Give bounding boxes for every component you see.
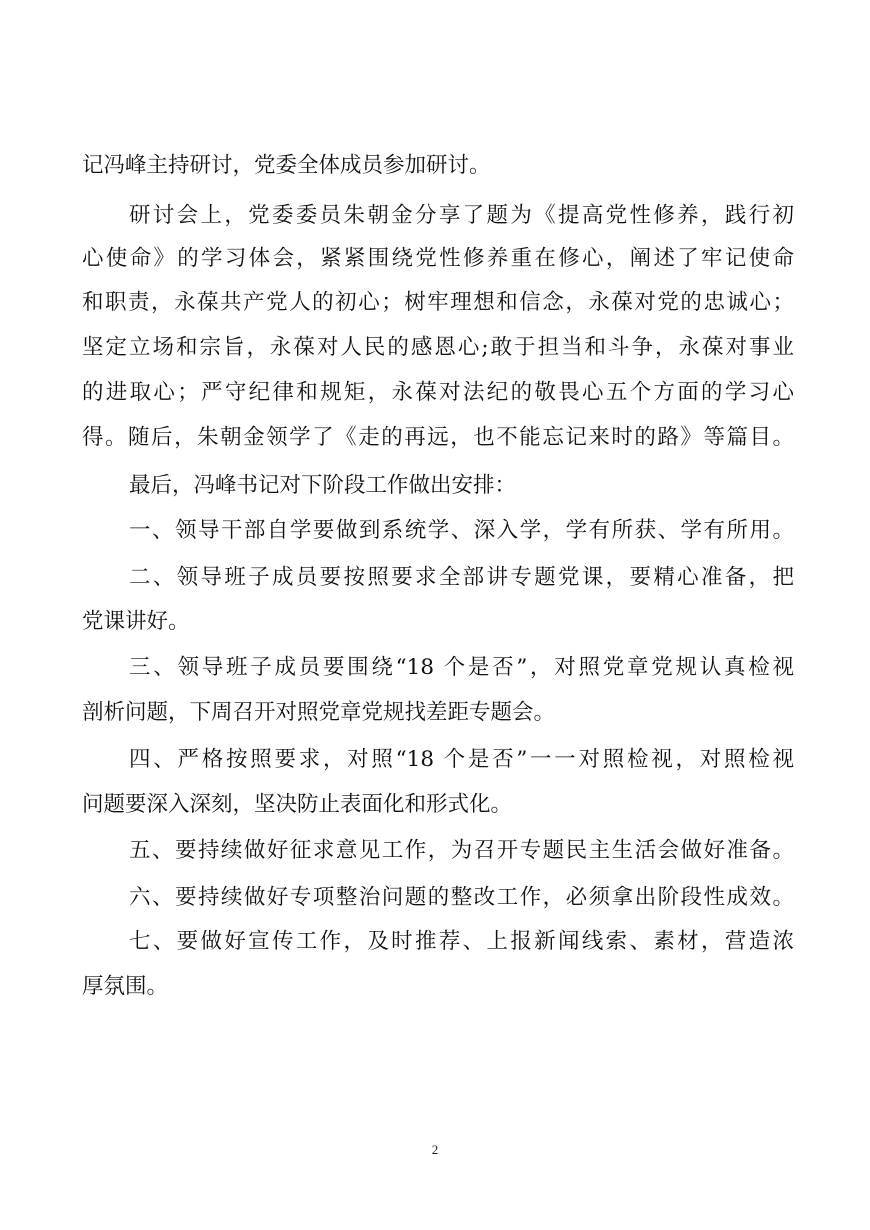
text-line: 剖析问题，下周召开对照党章党规找差距专题会。: [82, 700, 556, 725]
text-line: 的进取心；严守纪律和规矩，永葆对法纪的敬畏心五个方面的学习心: [82, 380, 794, 405]
text-line: 坚定立场和宗旨，永葆对人民的感恩心;敢于担当和斗争，永葆对事业: [82, 335, 794, 360]
text-line: 最后，冯峰书记对下阶段工作做出安排：: [129, 473, 517, 498]
text-line: 党课讲好。: [82, 609, 190, 634]
text-line: 六、要持续做好专项整治问题的整改工作，必须拿出阶段性成效。: [129, 885, 794, 910]
text-line: 四、严格按照要求，对照“18 个是否”一一对照检视，对照检视: [129, 747, 794, 772]
page-number: 2: [431, 1142, 439, 1157]
text-line: 二、领导班子成员要按照要求全部讲专题党课，要精心准备，把: [129, 565, 794, 590]
text-line: 七、要做好宣传工作，及时推荐、上报新闻线索、素材，营造浓: [129, 929, 794, 954]
text-line: 和职责，永葆共产党人的初心；树牢理想和信念，永葆对党的忠诚心；: [82, 290, 794, 315]
text-line: 记冯峰主持研讨，党委全体成员参加研讨。: [82, 153, 491, 178]
text-line: 厚氛围。: [82, 974, 169, 999]
text-line: 心使命》的学习体会，紧紧围绕党性修养重在修心，阐述了牢记使命: [82, 246, 794, 271]
text-line: 三、领导班子成员要围绕“18 个是否”，对照党章党规认真检视: [129, 655, 794, 680]
text-line: 一、领导干部自学要做到系统学、深入学，学有所获、学有所用。: [129, 518, 794, 543]
text-line: 得。随后，朱朝金领学了《走的再远，也不能忘记来时的路》等篇目。: [82, 425, 794, 450]
text-line: 研讨会上，党委委员朱朝金分享了题为《提高党性修养，践行初: [129, 203, 794, 228]
text-line: 五、要持续做好征求意见工作，为召开专题民主生活会做好准备。: [129, 838, 794, 863]
text-line: 问题要深入深刻，坚决防止表面化和形式化。: [82, 792, 513, 817]
